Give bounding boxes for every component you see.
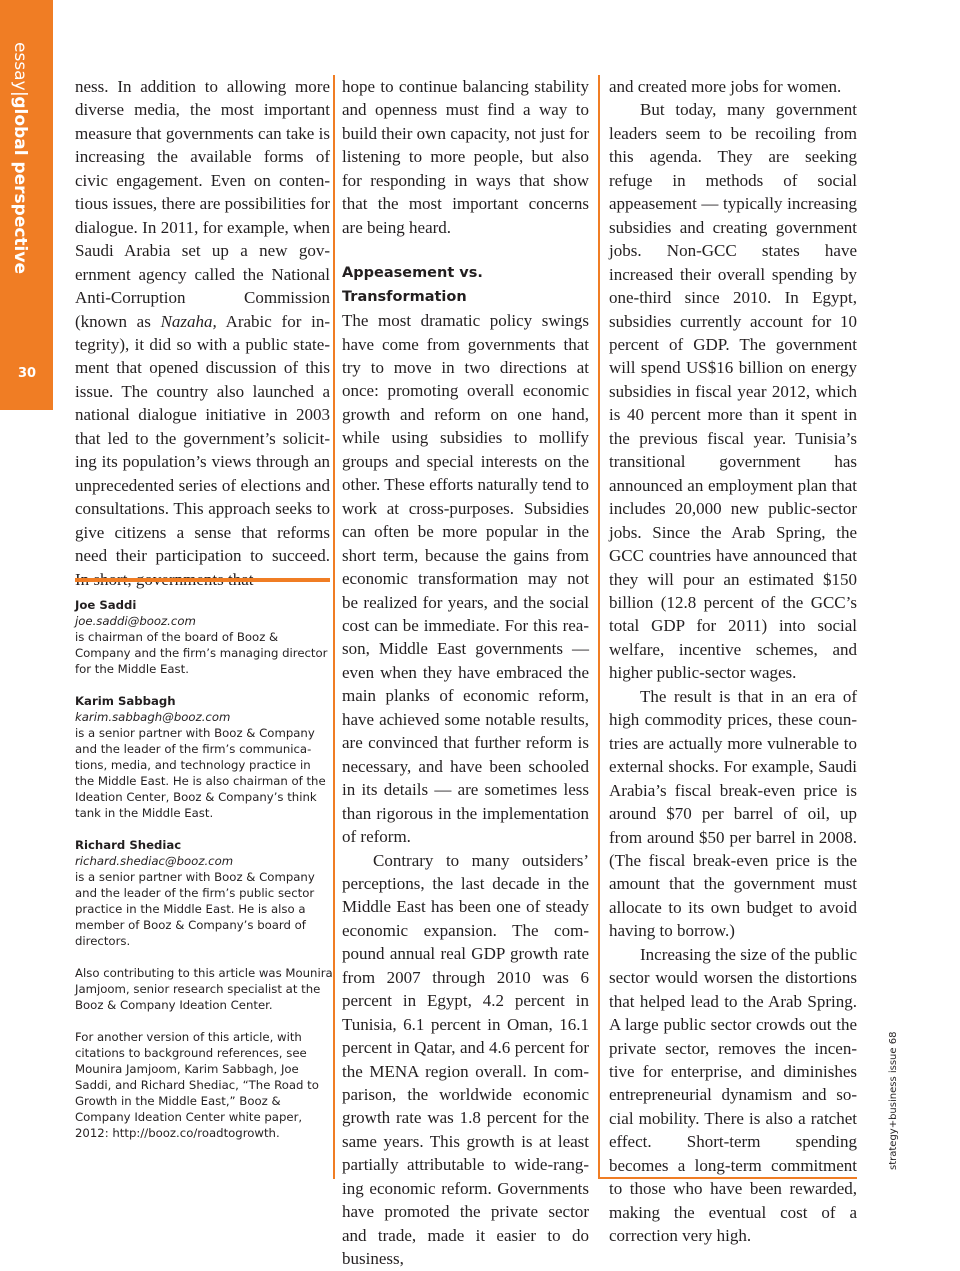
author-bios	[75, 597, 333, 1157]
paragraph-text: ness. In addition to allowing more diverse media, the most important measure that governments can take is increasing the available forms of civic engagement. Even on contentious issues, there are possibilities for dialogue. In 2011, for example, when Saudi Arabia set up a new government agency called the National Anti-Corruption Commission (known as	[75, 77, 330, 331]
author-bio	[75, 837, 333, 949]
section-separator: |	[10, 90, 30, 97]
paragraph: But today, many government leaders seem to be recoiling from this agenda. They are seeking refuge in methods of social appeasement — typically increasing subsidies and creating government jobs. Non-GCC states have increased their overall spending by one-third since 2010. In Egypt, subsidies currently account for 10 percent of GDP. The government will spend US$16 billion on energy subsidies in fiscal year 2012, which is 40 percent more than it spent in the previous fiscal year. Tunisia’s transitional government has announced an employment plan that includes 20,000 new public-sector jobs. Since the Arab Spring, the GCC countries have announced that they will pour an estimated $150 billion (12.8 percent of the GCC’s total GDP for 2011) into social welfare, incentive schemes, and higher public-sector wages.	[609, 100, 857, 683]
author-name: Karim Sabbagh	[75, 694, 176, 708]
author-description: is a senior partner with Booz & Company and the leader of the firm’s public sector practice in the Middle East. He is also a member of Booz & Company’s board of directors.	[75, 870, 315, 948]
section-label-light: essay	[10, 42, 30, 91]
paragraph: The most dramatic policy swings have come from governments that try to move in two directions at once: promoting overall economic growth and reform on one hand, while using subsidies to mollify groups and special interests on the other. These efforts naturally tend to work at cross-purposes. Subsidies can often be more popular in the short term, because the gains from economic transformation may not be realized for years, and the social cost can be immediate. For this reason, Middle East governments — even when they have embraced the main planks of economic reform, have achieved some notable results, are convinced that further reform is necessary, and have been schooled in its details — are sometimes less than rigorous in the implementation of reform.	[342, 311, 589, 847]
paragraph	[75, 75, 330, 591]
paragraph: Contrary to many outsiders’ perceptions, the last decade in the Middle East has been one of steady economic expansion. The compound annual real GDP growth rate from 2007 through 2010 was 6 percent in Egypt, 4.2 percent in Tunisia, 6.1 percent in Oman, 16.1 percent in Qatar, and 4.6 percent for the MENA region overall. In comparison, the worldwide economic growth rate was 1.8 percent for the same years. This growth is at least partially attributable to wide-ranging economic reform. Governments have promoted the private sector and trade, made it easier to do business,	[342, 850, 589, 1269]
author-name: Joe Saddi	[75, 598, 137, 612]
author-email: karim.sabbagh@booz.com	[75, 710, 231, 724]
section-heading: Appeasement vs. Transformation	[342, 265, 483, 305]
version-note: For another version of this article, with citations to background references, see Mounira Jamjoom, Karim Sabbagh, Joe Saddi, and Richard Shediac, “The Road to Growth in the Middle East,” Booz & Company Ideation Center white paper, 2012: http://booz.co/roadtogrowth.	[75, 1030, 319, 1140]
author-description: is chairman of the board of Booz & Company and the firm’s managing director for the Middle East.	[75, 630, 328, 676]
paragraph: and created more jobs for women.	[609, 77, 842, 96]
paragraph: The result is that in an era of high commodity prices, these countries are actually more vulnerable to external shocks. For example, Saudi Arabia’s fiscal break-even price is around $70 per barrel of oil, up from around $50 per barrel in 2008. (The fiscal break-even price is the amount that the government must allocate to its own budget to avoid having to borrow.)	[609, 686, 857, 941]
article-column-1	[75, 75, 330, 591]
article-column-3	[609, 75, 857, 1248]
author-name: Richard Shediac	[75, 838, 182, 852]
column-divider-2	[598, 75, 600, 1179]
italic-term: Nazaha,	[160, 311, 217, 331]
column-divider-1	[333, 75, 335, 1179]
bio-divider	[75, 578, 330, 582]
contributor-note: Also contributing to this article was Mounira Jamjoom, senior research specialist at the Booz & Company Ideation Center.	[75, 966, 333, 1012]
section-label-bold: global perspective	[10, 96, 30, 274]
paragraph: Increasing the size of the public sector would worsen the distortions that helped lead to the Arab Spring. A large public sector crowds out the private sector, removes the incentive for enterprise, and diminishes entrepreneurial dynamism and social mobility. There is also a ratchet effect. Short-term spending becomes a long-term commitment to those who have been rewarded, making the eventual cost of a correction very high.	[609, 944, 857, 1246]
bottom-rule	[599, 1177, 857, 1179]
article-column-2	[342, 75, 589, 1271]
author-email: joe.saddi@booz.com	[75, 614, 196, 628]
author-description: is a senior partner with Booz & Company and the leader of the firm’s communications, media, and technology practice in the Middle East. He is also chairman of the Ideation Center, Booz & Company’s think tank in the Middle East.	[75, 726, 326, 820]
author-bio	[75, 597, 333, 677]
section-label	[4, 42, 36, 272]
author-bio	[75, 693, 333, 821]
paragraph-text: Arabic for integrity), it did so with a public statement that opened discussion of this issue. The country also launched a national dialogue initiative in 2003 that led to the government’s soliciting its population’s views through an unprecedented series of elections and consultations. This approach seeks to give citizens a sense that reforms need their participation to succeed.	[75, 311, 330, 566]
paragraph: hope to continue balancing stability and openness must find a way to build their own capacity, not just for listening to more people, but also for responding in ways that show that the most important concerns are being heard.	[342, 77, 589, 237]
page-number: 30	[17, 366, 37, 381]
author-email: richard.shediac@booz.com	[75, 854, 234, 868]
publication-footer: strategy+business issue 68	[888, 1031, 899, 1170]
